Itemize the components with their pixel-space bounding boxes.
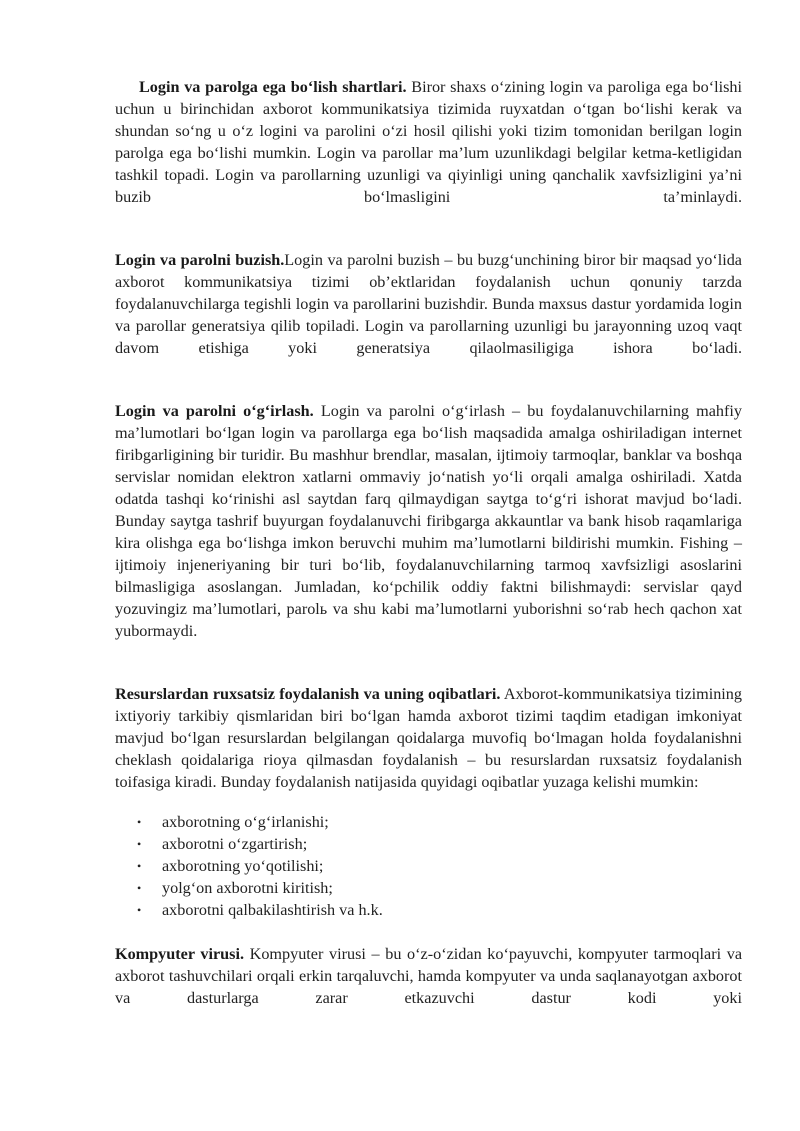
document-page — [115, 76, 742, 1009]
body-password-cracking: Login va parolni buzish – bu buzg‘unchining biror bir maqsad yo‘lida axborot kommunikatsiya tizimi ob’ektlaridan foydalanish uchun qonuniy tarzda foydalanuvchilarga tegishli login va parollarini buzishdir. Bunda maxsus dastur yordamida login va parollar generatsiya qilib topiladi. Login va parollarning uzunligi bu jarayonning uzoq vaqt davom etishiga yoki generatsiya qilaolmasiligiga ishora bo‘ladi. — [115, 251, 742, 357]
list-item: • axborotning o‘g‘irlanishi; — [115, 811, 742, 833]
heading-password-theft: Login va parolni o‘g‘irlash. — [115, 402, 314, 420]
heading-login-conditions: Login va parolga ega bo‘lish shartlari. — [139, 78, 407, 96]
body-unauthorized-use: Axborot-kommunikatsiya tizimining ixtiyoriy tarkibiy qismlaridan biri bo‘lgan hamda axborot tizimi taqdim etadigan imkoniyat mavjud bo‘lgan resurslardan belgilangan qoidalarga muvofiq bo‘lmagan holda foydalanishni cheklash qoidalariga rioya qilmasdan foydalanish – bu resurslardan ruxsatsiz foydalanish toifasiga kiradi. Bunday foydalanish natijasida quyidagi oqibatlar yuzaga kelishi mumkin: — [115, 685, 742, 791]
consequences-list — [115, 811, 742, 921]
paragraph-password-theft — [115, 400, 742, 642]
list-item: • axborotni o‘zgartirish; — [115, 833, 742, 855]
paragraph-password-cracking — [115, 249, 742, 359]
body-computer-virus: Kompyuter virusi – bu o‘z-o‘zidan ko‘payuvchi, kompyuter tarmoqlari va axborot tashuvchilari orqali erkin tarqaluvchi, hamda kompyuter va unda saqlanayotgan axborot va dasturlarga zarar etkazuvchi dastur kodi yoki — [115, 945, 742, 1007]
heading-unauthorized-use: Resurslardan ruxsatsiz foydalanish va uning oqibatlari. — [115, 685, 501, 703]
body-login-conditions: Biror shaxs o‘zining login va paroliga ega bo‘lishi uchun u birinchidan axborot kommunikatsiya tizimida ruyxatdan o‘tgan bo‘lishi kerak va shundan so‘ng u o‘z loginі va parolini o‘zi hosil qilishi yoki tizim tomonidan berilgan login parolga ega bo‘lishi mumkin. Login va parollar ma’lum uzunlikdagi belgilar ketma-ketligidan tashkil topadi. Login va parollarning uzunligi va qiyinligi uning qanchalik xavfsizligini ya’ni buzib bo‘lmasligini ta’minlaydi. — [115, 78, 742, 206]
list-item: • yolg‘on axborotni kiritish; — [115, 877, 742, 899]
body-password-theft: Login va parolni o‘g‘irlash – bu foydalanuvchilarning mahfiy ma’lumotlari bo‘lgan login va parollarga ega bo‘lish maqsadida amalga oshiriladigan internet firibgarligining bir turidir. Bu mashhur brendlar, masalan, ijtimoiy tarmoqlar, banklar va boshqa servislar nomidan elektron xatlarni ommaviy jo‘natish yo‘li orqali amalga oshiriladi. Xatda odatda tashqi ko‘rinishi asl saytdan farq qilmaydigan saytga to‘g‘ri ishorat mavjud bo‘ladi. Bunday saytga tashrif buyurgan foydalanuvchi firibgarga akkauntlar va bank hisob raqamlariga kira olishga ega bo‘lishga imkon beruvchi muhim ma’lumotlarni bildirishi mumkin. Fishing – ijtimoiy injeneriyaning bir turi bo‘lib, foydalanuvchilarning tarmoq xavfsizligi asoslarini bilmasligiga asoslangan. Jumladan, ko‘pchilik oddiy faktni bilishmaydi: servislar qayd yozuvingiz ma’lumotlari, parolь va shu kabi ma’lumotlarni yuborishni so‘rab hech qachon xat yubormaydi. — [115, 402, 743, 640]
list-item: • axborotning yo‘qotilishi; — [115, 855, 742, 877]
list-item: • axborotni qalbakilashtirish va h.k. — [115, 899, 742, 921]
paragraph-login-conditions — [115, 76, 742, 208]
heading-computer-virus: Kompyuter virusi. — [115, 945, 244, 963]
heading-password-cracking: Login va parolni buzish. — [115, 251, 285, 269]
paragraph-computer-virus — [115, 943, 742, 1009]
paragraph-unauthorized-use — [115, 683, 742, 793]
